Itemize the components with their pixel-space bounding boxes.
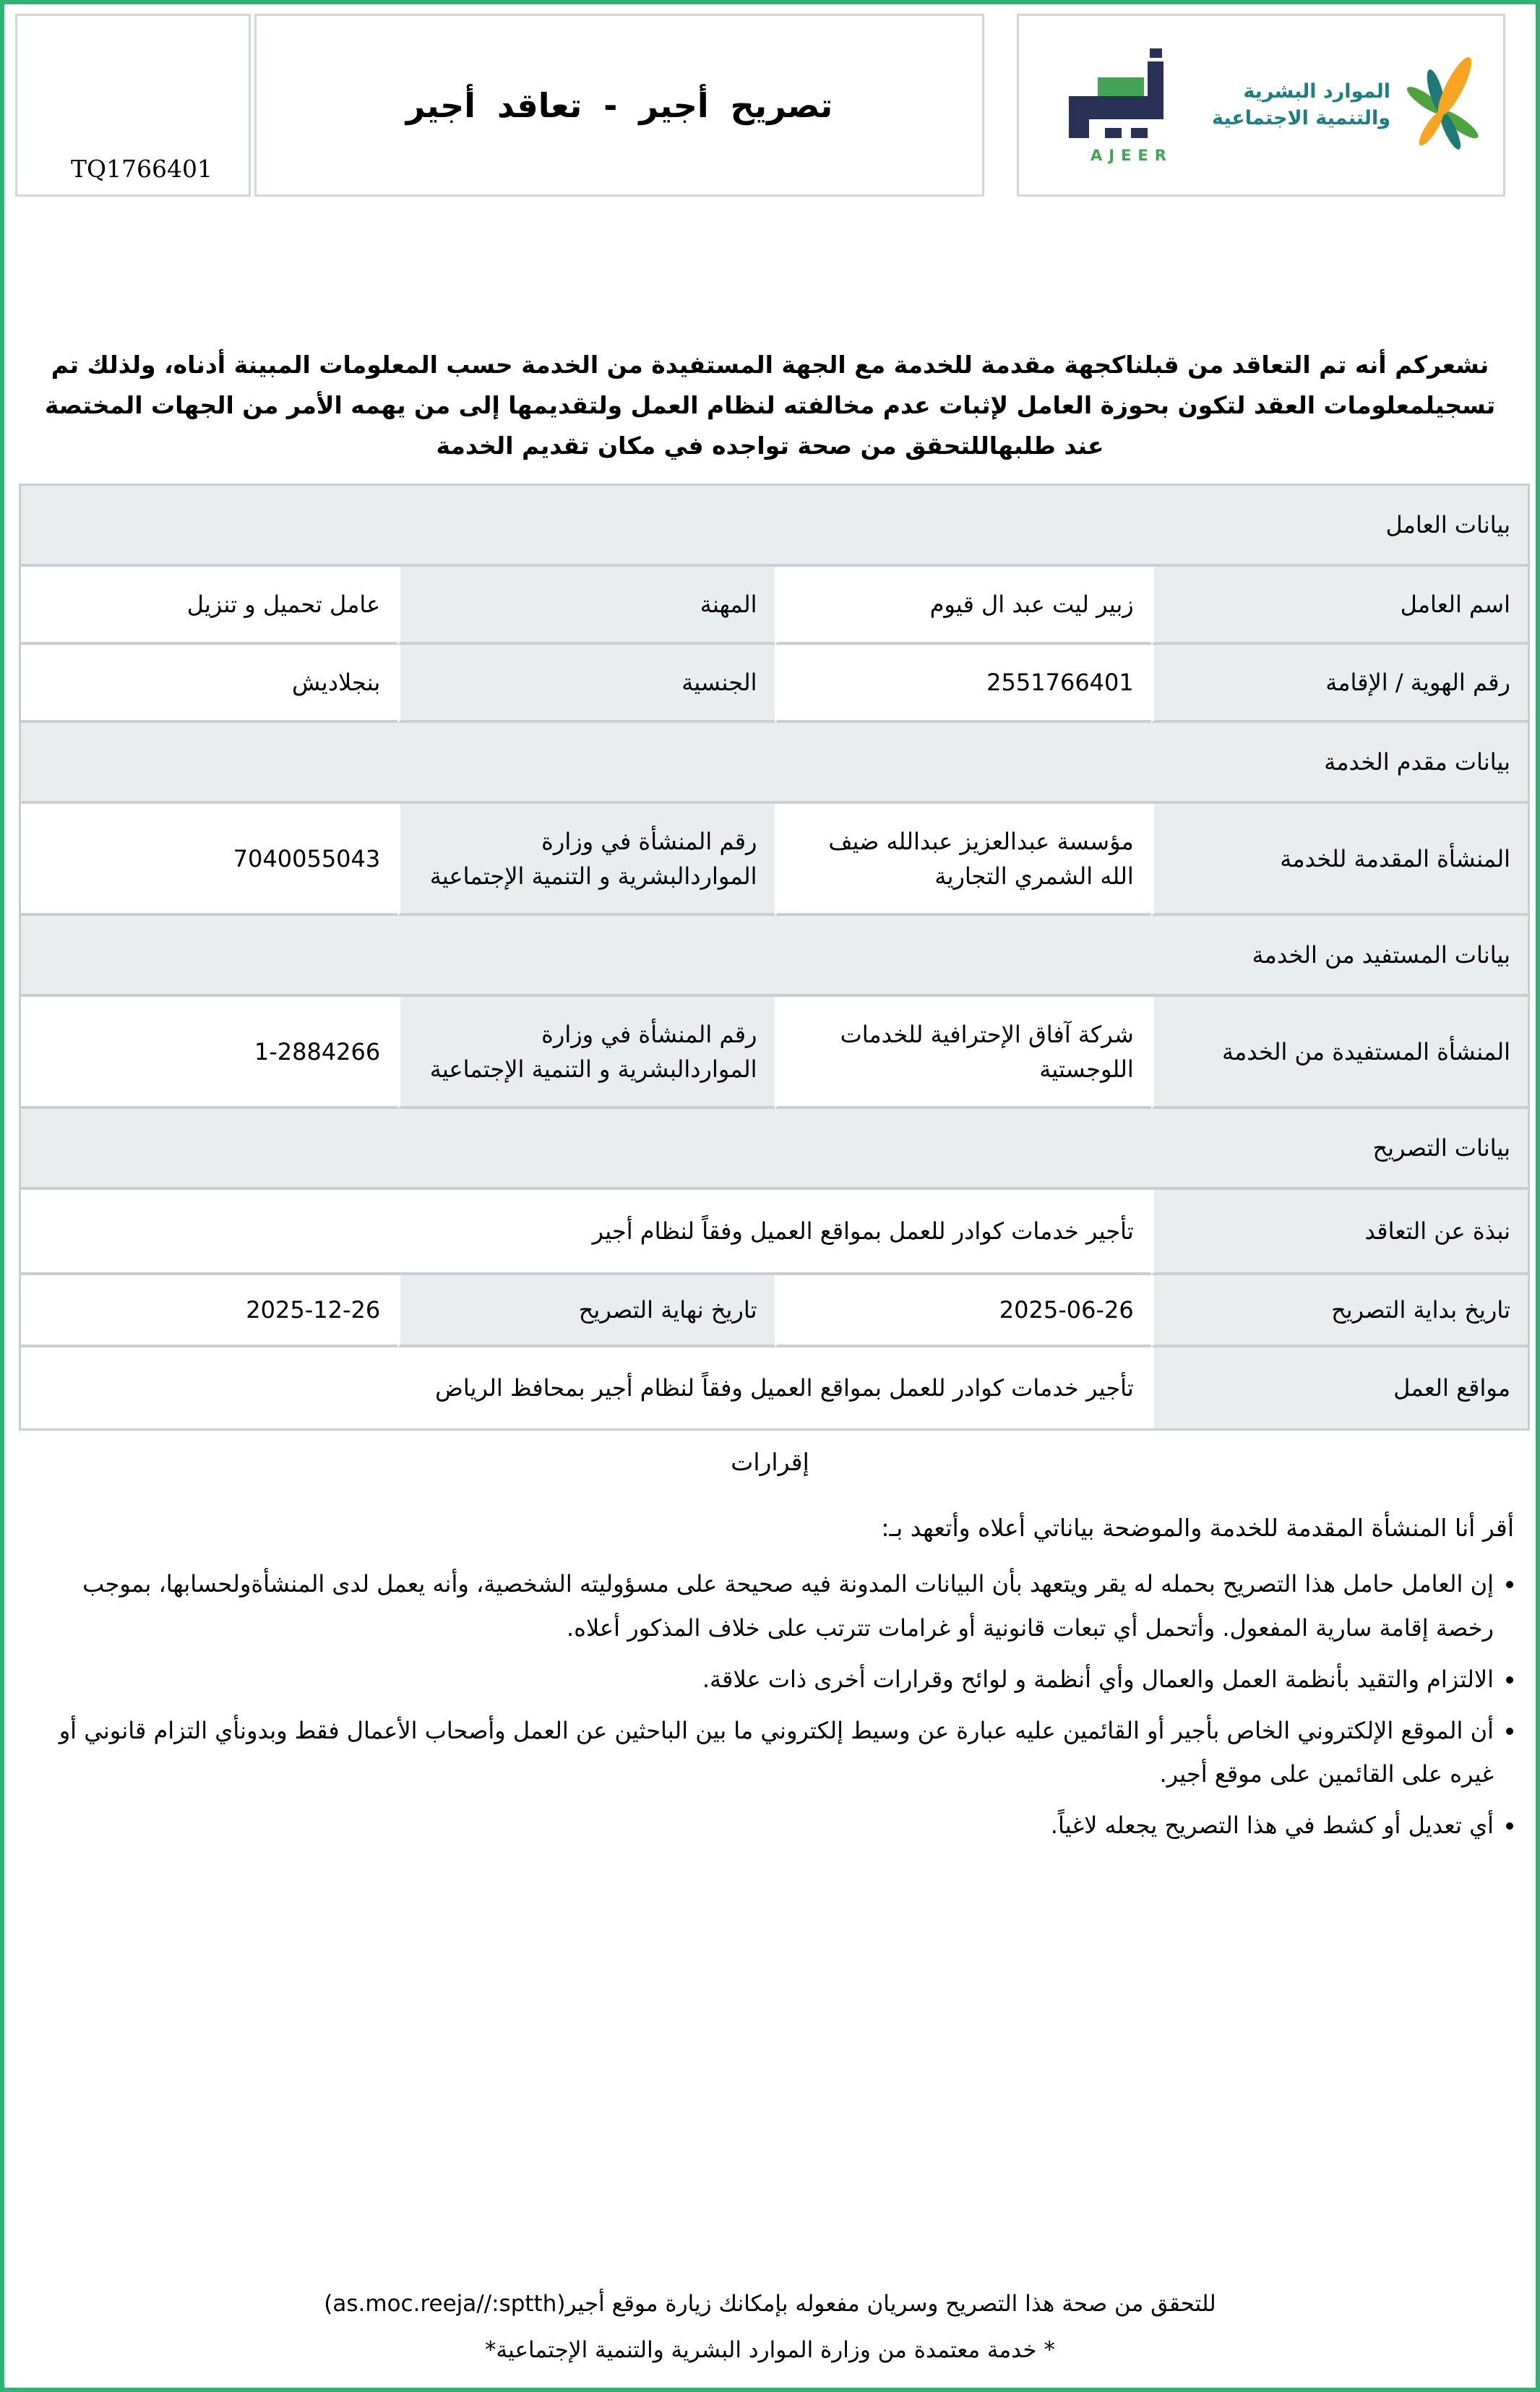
ajeer-logo-caption: AJEER (1091, 146, 1173, 164)
table-value-cell: 2025-12-26 (21, 1275, 397, 1347)
table-label-cell: تاريخ نهاية التصريح (397, 1275, 774, 1347)
table-label-cell: رقم الهوية / الإقامة (1151, 645, 1528, 723)
table-row (21, 1347, 1528, 1428)
table-value-cell: عامل تحميل و تنزيل (21, 567, 397, 645)
table-value-cell: 7040055043 (21, 804, 397, 916)
ajeer-logo (1063, 47, 1173, 164)
permit-number: TQ1766401 (71, 155, 213, 183)
section-title: بيانات المستفيد من الخدمة (21, 916, 1528, 997)
section-header-beneficiary (21, 916, 1528, 997)
table-value-cell: زبير ليت عبد ال قيوم (775, 567, 1151, 645)
declarations-intro: أقر أنا المنشأة المقدمة للخدمة والموضحة بياناتي أعلاه وأتعهد بـ: (881, 1514, 1514, 1543)
intro-paragraph: نشعركم أنه تم التعاقد من قبلناكجهة مقدمة للخدمة مع الجهة المستفيدة من الخدمة حسب المعلومات المبينة أدناه، ولذلك تم تسجيلمعلومات العقد لتكون بحوزة العامل لإثبات عدم مخالفته لنظام العمل ولتقديمها إلى من يهمه الأمر من الجهات المختصة عند طلبهاللتحقق من صحة تواجده في مكان تقديم الخدمة (44, 351, 1496, 460)
table-label-cell: نبذة عن التعاقد (1151, 1190, 1528, 1275)
table-row (21, 567, 1528, 645)
table-row (21, 997, 1528, 1109)
table-label-cell: المنشأة المستفيدة من الخدمة (1151, 997, 1528, 1109)
footer-approved-line: * خدمة معتمدة من وزارة الموارد البشرية والتنمية الإجتماعية* (485, 2337, 1055, 2363)
ministry-logo-text (1212, 79, 1390, 132)
footer-verify-line (4, 2291, 1536, 2317)
declarations-heading: إقرارات (731, 1448, 809, 1477)
table-label-cell: مواقع العمل (1151, 1347, 1528, 1428)
table-value-cell: تأجير خدمات كوادر للعمل بمواقع العميل وفقاً لنظام أجير (21, 1190, 1151, 1275)
table-label-cell: رقم المنشأة في وزارة المواردالبشرية و التنمية الإجتماعية (397, 804, 774, 916)
footer-verify-url: (as.moc.reeja//:sptth) (324, 2291, 566, 2317)
table-row (21, 645, 1528, 723)
footer (4, 2291, 1536, 2363)
ministry-logo (1212, 55, 1490, 156)
ministry-logo-line1: الموارد البشرية (1243, 80, 1390, 103)
table-value-cell: بنجلاديش (21, 645, 397, 723)
declaration-item: • إن العامل حامل هذا التصريح بحمله له يقر ويتعهد بأن البيانات المدونة فيه صحيحة على مسؤوليته الشخصية، وأنه يعمل لدى المنشأةولحسابها، بموجب رخصة إقامة سارية المفعول. وأتحمل أي تبعات قانونية أو غرامات تترتب على خلاف المذكور أعلاه. (33, 1562, 1494, 1650)
ajeer-logo-icon (1063, 47, 1173, 142)
table-value-cell: مؤسسة عبدالعزيز عبدالله ضيف الله الشمري التجارية (775, 804, 1151, 916)
table-value-cell: 2551766401 (775, 645, 1151, 723)
table-value-cell: شركة آفاق الإحترافية للخدمات اللوجستية (775, 997, 1151, 1109)
section-header-provider (21, 723, 1528, 804)
table-label-cell: اسم العامل (1151, 567, 1528, 645)
section-header-worker (21, 486, 1528, 567)
table-row (21, 1190, 1528, 1275)
declaration-item: • الالتزام والتقيد بأنظمة العمل والعمال وأي أنظمة و لوائح وقرارات أخرى ذات علاقة. (33, 1658, 1494, 1702)
table-row (21, 1275, 1528, 1347)
document-title: تصريح أجير - تعاقد أجير (405, 85, 833, 125)
section-header-permit (21, 1109, 1528, 1190)
declarations-list (33, 1562, 1527, 1848)
ministry-logo-line2: والتنمية الاجتماعية (1211, 106, 1390, 129)
table-value-cell: 1-2884266 (21, 997, 397, 1109)
permit-table (19, 484, 1530, 1431)
table-row (21, 804, 1528, 916)
permit-number-box (15, 14, 251, 197)
ministry-palm-icon (1398, 55, 1490, 156)
table-value-cell: 2025-06-26 (775, 1275, 1151, 1347)
section-title: بيانات التصريح (21, 1109, 1528, 1190)
table-label-cell: تاريخ بداية التصريح (1151, 1275, 1528, 1347)
table-label-cell: المنشأة المقدمة للخدمة (1151, 804, 1528, 916)
declaration-item: • أن الموقع الإلكتروني الخاص بأجير أو القائمين عليه عبارة عن وسيط إلكتروني ما بين الباحثين عن العمل وأصحاب الأعمال فقط وبدونأي التزام قانوني أو غيره على القائمين على موقع أجير. (33, 1709, 1494, 1797)
header (15, 14, 1536, 197)
title-box (254, 14, 984, 197)
declaration-item: • أي تعديل أو كشط في هذا التصريح يجعله لاغياً. (33, 1804, 1494, 1848)
footer-verify-text: للتحقق من صحة هذا التصريح وسريان مفعوله بإمكانك زيارة موقع أجير (565, 2291, 1216, 2317)
table-label-cell: المهنة (397, 567, 774, 645)
section-title: بيانات مقدم الخدمة (21, 723, 1528, 804)
table-label-cell: رقم المنشأة في وزارة المواردالبشرية و التنمية الإجتماعية (397, 997, 774, 1109)
table-value-cell: تأجير خدمات كوادر للعمل بمواقع العميل وفقاً لنظام أجير بمحافظ الرياض (21, 1347, 1151, 1428)
section-title: بيانات العامل (21, 486, 1528, 567)
logos-box (1017, 14, 1505, 197)
table-label-cell: الجنسية (397, 645, 774, 723)
